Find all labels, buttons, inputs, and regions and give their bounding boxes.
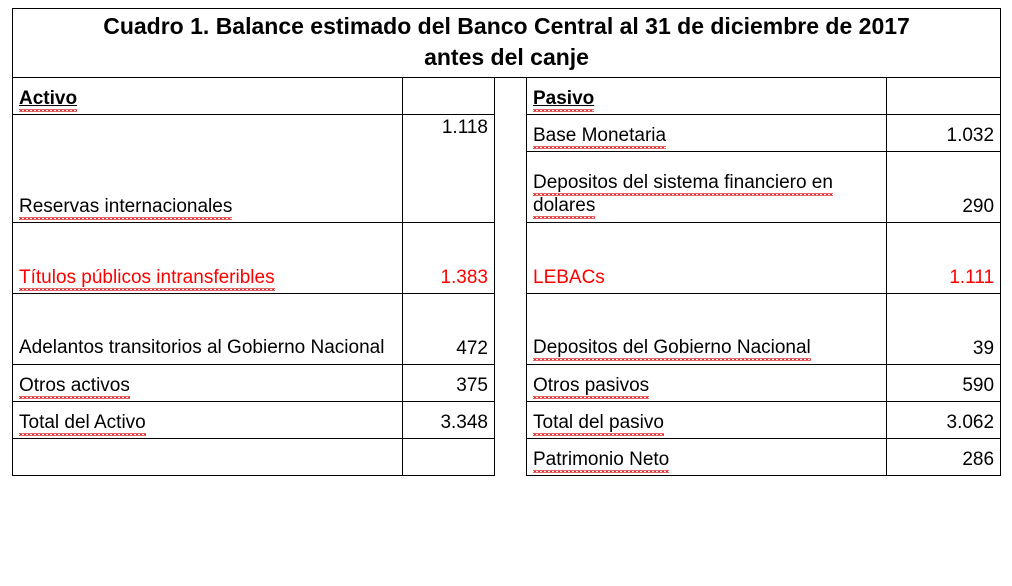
liability-label-cell: [527, 439, 887, 476]
asset-value: 3.348: [440, 412, 488, 434]
liability-value-cell: [887, 365, 1001, 402]
liability-label: LEBACs: [533, 267, 605, 289]
asset-value-cell: [403, 439, 495, 476]
liability-label: Depositos del Gobierno Nacional: [533, 337, 811, 361]
liability-value: 1.032: [946, 125, 995, 147]
table-row: [13, 439, 1001, 476]
liability-label: Patrimonio Neto: [533, 449, 669, 473]
liability-label-cell: [527, 152, 887, 223]
asset-label: Otros activos: [19, 375, 130, 399]
asset-value: 375: [456, 375, 488, 397]
asset-label: Títulos públicos intransferibles: [19, 267, 275, 291]
liability-label: Total del pasivo: [533, 412, 664, 436]
asset-value-cell: [403, 294, 495, 365]
liability-value-cell: [887, 115, 1001, 152]
header-assets-label: Activo: [19, 88, 77, 112]
liability-label-cell: [527, 294, 887, 365]
asset-label: Adelantos transitorios al Gobierno Nacional: [19, 337, 385, 359]
balance-table-container: [12, 8, 1000, 476]
header-liabilities-value: [887, 78, 1001, 115]
asset-value-cell: [403, 115, 495, 223]
liability-label: Base Monetaria: [533, 125, 666, 149]
column-gap: [495, 78, 527, 115]
asset-value-cell: [403, 223, 495, 294]
asset-label-cell: [13, 115, 403, 223]
column-gap: [495, 115, 527, 152]
liability-label-cell: [527, 402, 887, 439]
liability-label-cell: [527, 365, 887, 402]
liability-value: 286: [962, 449, 995, 471]
liability-value: 3.062: [946, 412, 995, 434]
table-row-total: [13, 402, 1001, 439]
asset-value-cell: [403, 402, 495, 439]
liability-value: 290: [962, 196, 995, 218]
document-title: [13, 9, 1001, 78]
asset-label: Reservas internacionales: [19, 196, 232, 220]
table-row: [13, 115, 1001, 152]
column-gap: [495, 402, 527, 439]
liability-label-cell: [527, 223, 887, 294]
asset-label-cell: [13, 294, 403, 365]
title-line-2: antes del canje: [424, 44, 589, 71]
column-gap: [495, 223, 527, 294]
table-row-highlighted: [13, 223, 1001, 294]
liability-value-cell: [887, 439, 1001, 476]
liability-value: 590: [962, 375, 995, 397]
asset-label-cell: [13, 439, 403, 476]
header-liabilities-label: Pasivo: [533, 88, 594, 112]
asset-value-cell: [403, 365, 495, 402]
table-row: [13, 365, 1001, 402]
liability-label-cell: [527, 115, 887, 152]
column-gap: [495, 152, 527, 223]
liability-value: 39: [972, 338, 995, 360]
column-gap: [495, 365, 527, 402]
liability-label: Otros pasivos: [533, 375, 649, 399]
asset-label-cell: [13, 402, 403, 439]
header-assets: [13, 78, 403, 115]
asset-label-cell: [13, 365, 403, 402]
liability-label: Depositos del sistema financiero en dolares: [533, 172, 833, 220]
column-gap: [495, 439, 527, 476]
liability-value: 1.111: [949, 267, 995, 289]
asset-label: Total del Activo: [19, 412, 146, 436]
title-line-1: Cuadro 1. Balance estimado del Banco Central al 31 de diciembre de 2017: [103, 13, 910, 39]
header-assets-value: [403, 78, 495, 115]
liability-value-cell: [887, 402, 1001, 439]
column-gap: [495, 294, 527, 365]
liability-value-cell: [887, 294, 1001, 365]
table-title-row: [13, 9, 1001, 78]
liability-value-cell: [887, 223, 1001, 294]
header-liabilities: [527, 78, 887, 115]
liability-value-cell: [887, 152, 1001, 223]
asset-value: 472: [456, 338, 488, 360]
asset-label-cell: [13, 223, 403, 294]
balance-table: [12, 8, 1001, 476]
table-header-row: [13, 78, 1001, 115]
asset-value: 1.118: [441, 117, 488, 139]
asset-value: 1.383: [440, 267, 488, 289]
table-row: [13, 294, 1001, 365]
